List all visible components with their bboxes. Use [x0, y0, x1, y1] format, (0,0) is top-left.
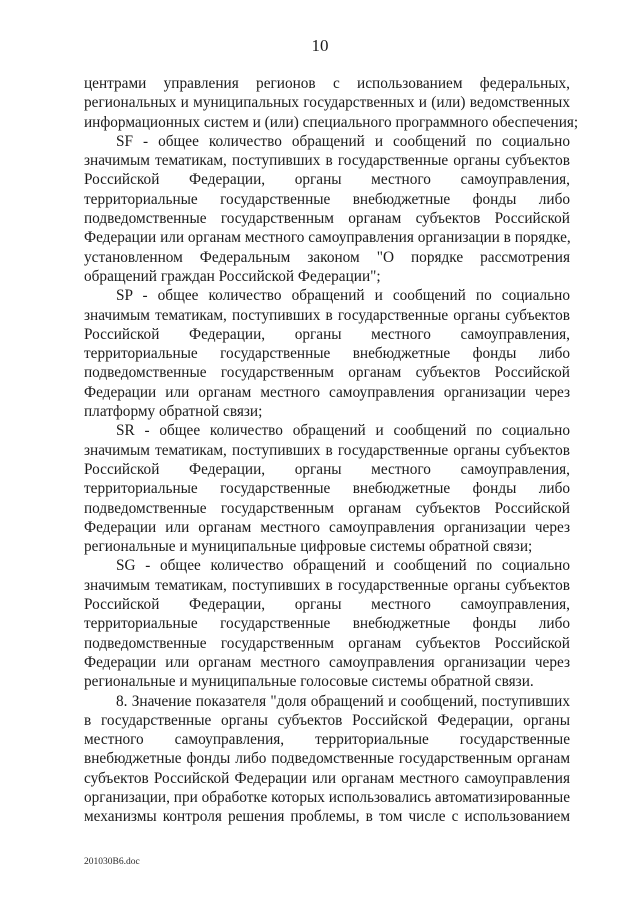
text-line: значимым тематикам, поступивших в государственные органы субъектов — [84, 306, 570, 324]
text-line: территориальные государственные внебюджетные фонды либо — [84, 190, 570, 208]
text-line: SR - общее количество обращений и сообщений по социально — [116, 422, 570, 440]
text-line: обращений граждан Российской Федерации"; — [84, 267, 381, 285]
text-line: Федерации или органам местного самоуправления организации через — [84, 653, 570, 671]
text-line: SF - общее количество обращений и сообщений по социально — [116, 132, 570, 150]
text-line: Российской Федерации, органы местного самоуправления, — [84, 460, 570, 478]
text-line: SP - общее количество обращений и сообщений по социально — [116, 287, 570, 305]
text-line: в государственные органы субъектов Российской Федерации, органы — [84, 711, 570, 729]
text-line: региональные и муниципальные цифровые системы обратной связи; — [84, 538, 533, 556]
text-line: значимым тематикам, поступивших в государственные органы субъектов — [84, 576, 570, 594]
text-line: Российской Федерации, органы местного самоуправления, — [84, 325, 570, 343]
text-line: региональных и муниципальных государственных и (или) ведомственных — [84, 94, 570, 112]
text-line: значимым тематикам, поступивших в государственные органы субъектов — [84, 152, 570, 170]
text-line: субъектов Российской Федерации или органам местного самоуправления — [84, 769, 570, 787]
text-line: Федерации или органам местного самоуправления организации в порядке, — [84, 229, 571, 247]
text-line: подведомственные государственным органам субъектов Российской — [84, 634, 570, 652]
text-line: платформу обратной связи; — [84, 403, 263, 421]
text-line: территориальные государственные внебюджетные фонды либо — [84, 345, 570, 363]
page-number: 10 — [311, 36, 329, 55]
text-line: 8. Значение показателя "доля обращений и сообщений, поступивших — [116, 692, 570, 710]
footer-file-code: 201030B6.doc — [84, 857, 140, 867]
document-body — [84, 74, 579, 827]
text-line: информационных систем и (или) специального программного обеспечения; — [84, 113, 579, 131]
text-line: местного самоуправления, территориальные государственные — [84, 731, 570, 749]
text-line: центрами управления регионов с использованием федеральных, — [84, 75, 570, 92]
text-line: Российской Федерации, органы местного самоуправления, — [84, 596, 570, 614]
text-line: подведомственные государственным органам субъектов Российской — [84, 364, 570, 382]
text-line: механизмы контроля решения проблемы, в том числе с использованием — [84, 808, 570, 826]
text-line: значимым тематикам, поступивших в государственные органы субъектов — [84, 441, 570, 459]
text-line: Федерации или органам местного самоуправления организации через — [84, 518, 570, 536]
text-line: Федерации или органам местного самоуправления организации через — [84, 383, 570, 401]
text-line: территориальные государственные внебюджетные фонды либо — [84, 615, 570, 633]
text-line: Российской Федерации, органы местного самоуправления, — [84, 171, 570, 189]
text-line: региональные и муниципальные голосовые системы обратной связи. — [84, 673, 534, 691]
text-line: установленном Федеральным законом "О порядке рассмотрения — [84, 248, 570, 266]
text-line: подведомственные государственным органам субъектов Российской — [84, 210, 570, 228]
text-line: территориальные государственные внебюджетные фонды либо — [84, 480, 570, 498]
text-line: SG - общее количество обращений и сообщений по социально — [116, 557, 570, 575]
text-line: подведомственные государственным органам субъектов Российской — [84, 499, 570, 517]
text-line: внебюджетные фонды либо подведомственные государственным органам — [84, 750, 570, 768]
text-line: организации, при обработке которых использовались автоматизированные — [84, 788, 570, 806]
